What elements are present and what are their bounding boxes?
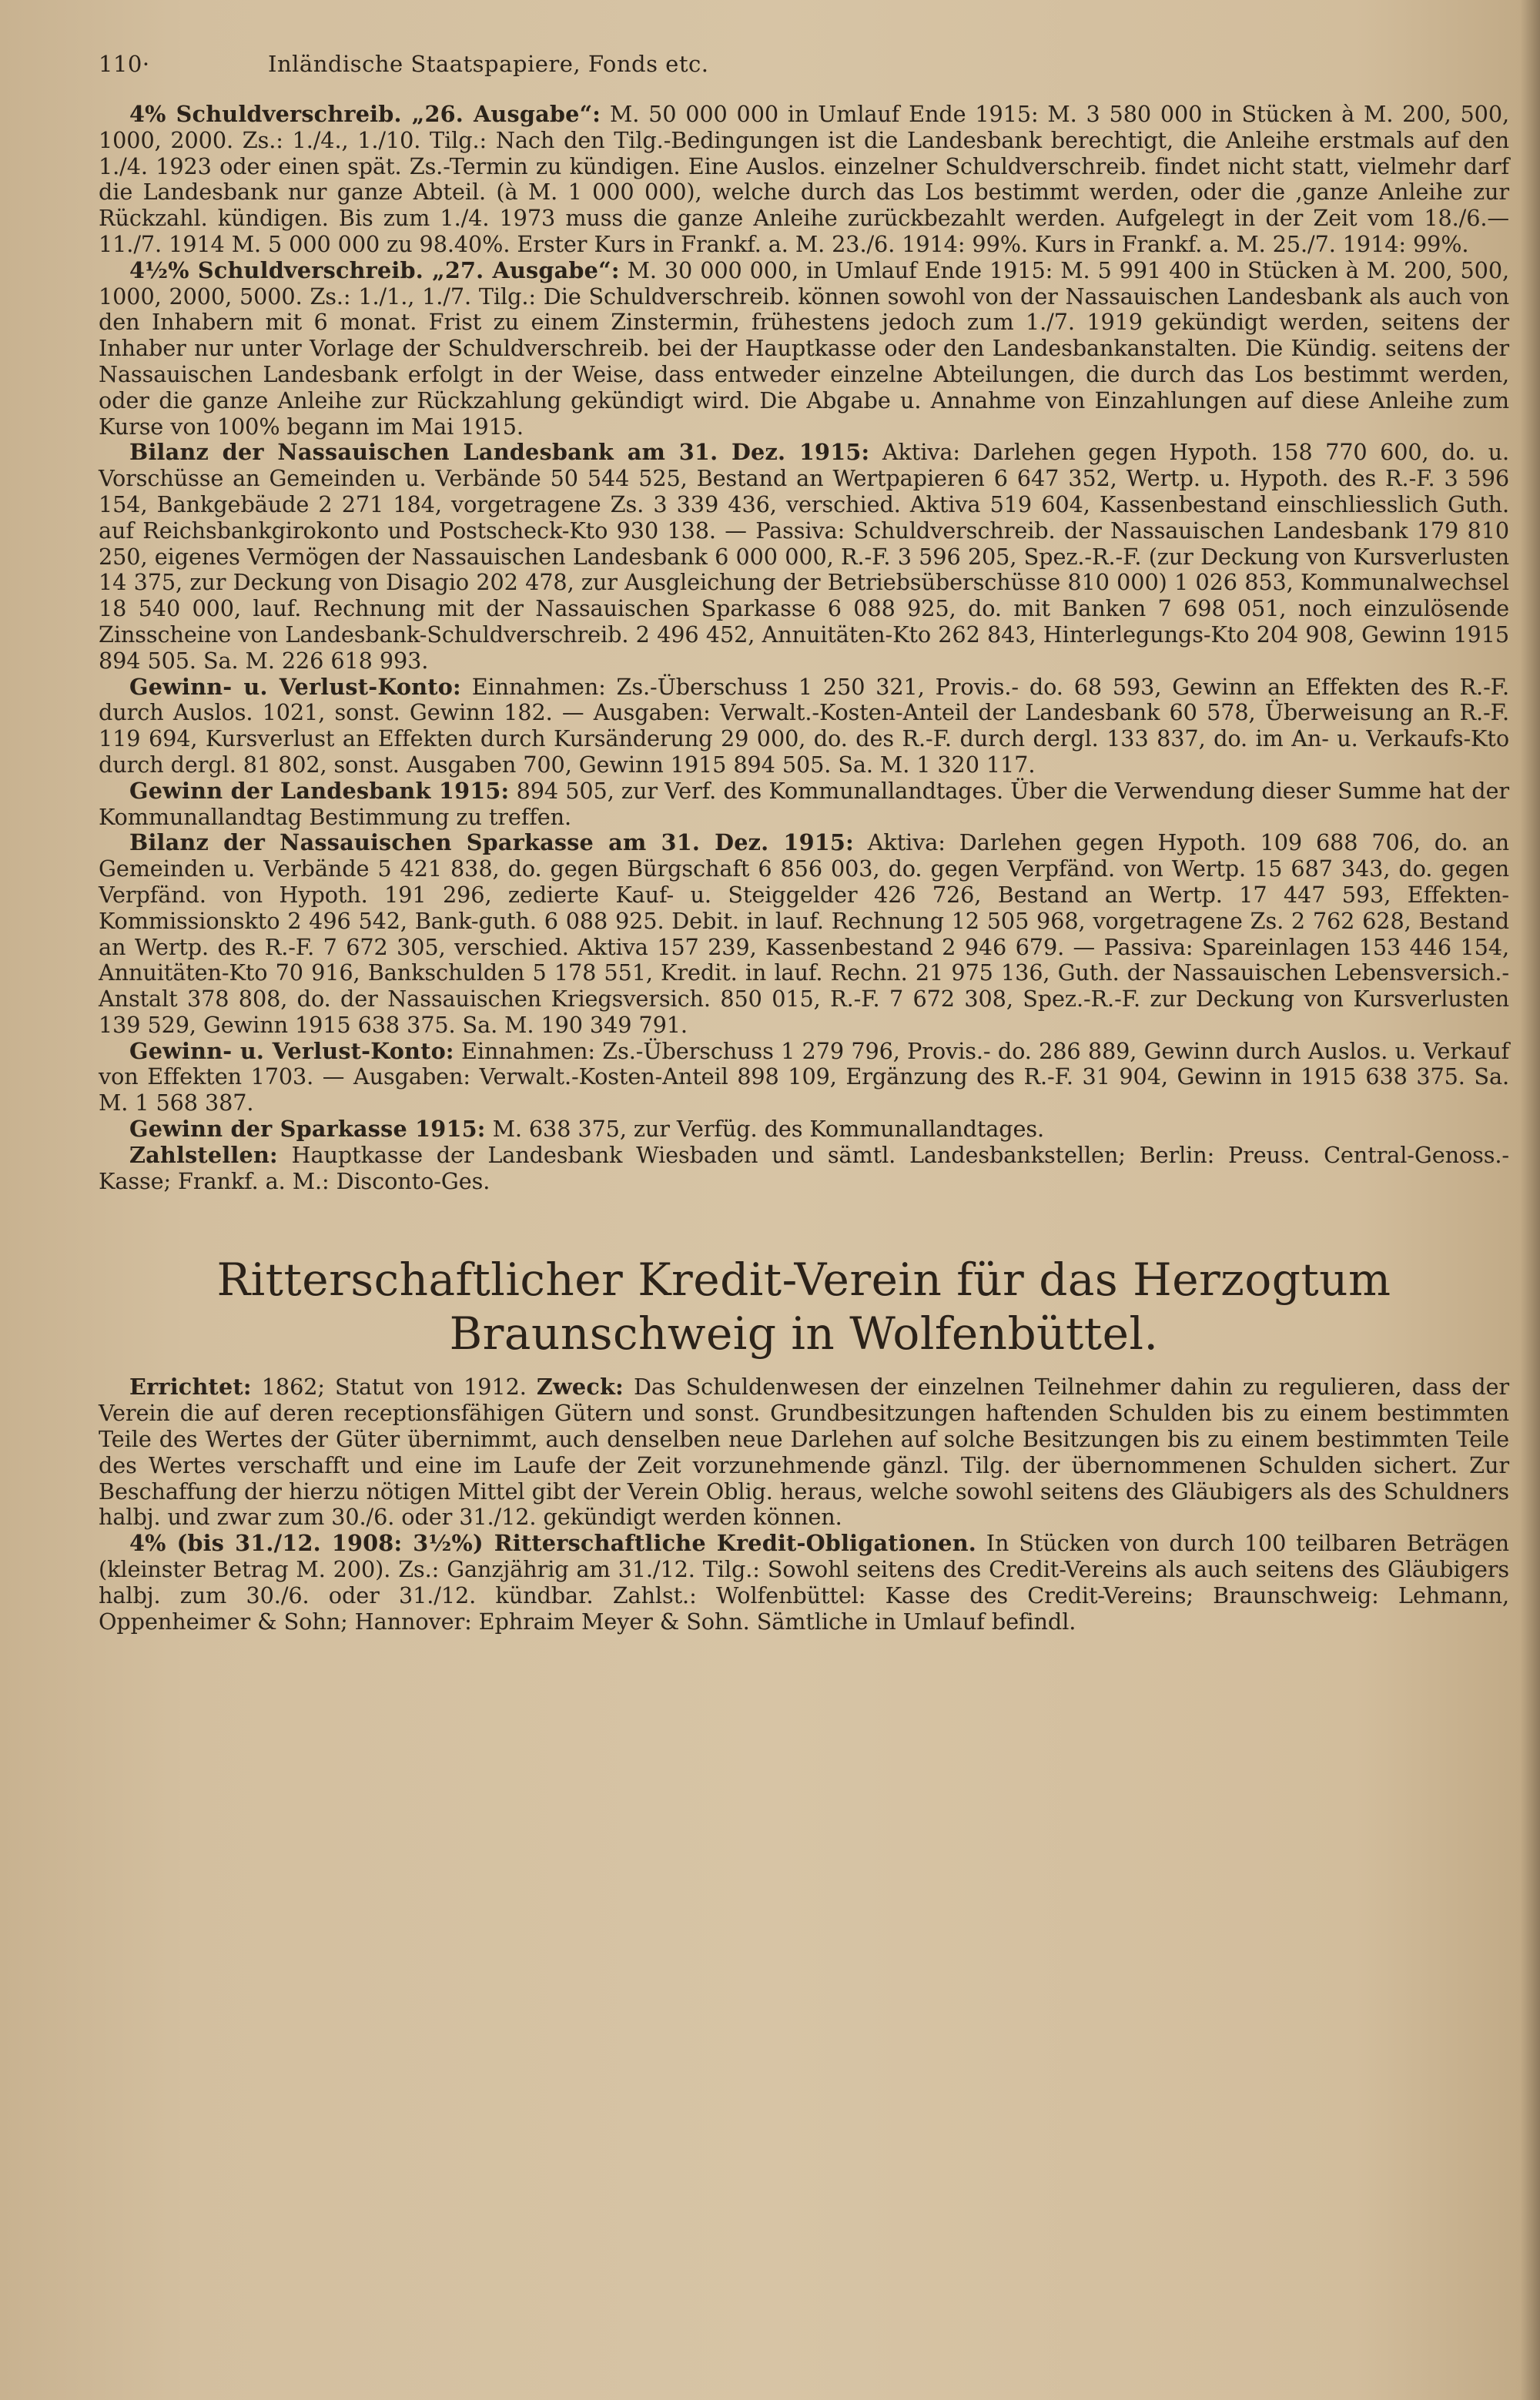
paragraph-bilanz-landesbank (99, 440, 1509, 674)
paragraph-label: 4% (bis 31./12. 1908: 3½%) Ritterschaftliche Kredit-Obligationen. (129, 1530, 976, 1557)
heading-line-1: Ritterschaftlicher Kredit-Verein für das Herzogtum (216, 1254, 1391, 1307)
paragraph-zahlstellen (99, 1143, 1509, 1195)
paragraph-text: M. 50 000 000 in Umlauf Ende 1915: M. 3 580 000 in Stücken à M. 200, 500, 1000, 2000. Zs.: 1./4., 1./10. Tilg.: Nach den Tilg.-Bedingungen ist die Landesbank berechtigt, die Anleihe erstmals auf den 1./4. 1923 oder einen spät. Zs.-Termin zu kündigen. Eine Auslos. einzelner Schuldverschreib. findet nicht statt, vielmehr darf die Landesbank nur ganze Abteil. (à M. 1 000 000), welche durch das Los bestimmt werden, oder die ‚ganze Anleihe zur Rückzahl. kündigen. Bis zum 1./4. 1973 muss die ganze Anleihe zurückbezahlt werden. Aufgelegt in der Zeit vom 18./6.—11./7. 1914 M. 5 000 000 zu 98.40%. Erster Kurs in Frankf. a. M. 23./6. 1914: 99%. Kurs in Frankf. a. M. 25./7. 1914: 99%. (99, 101, 1509, 257)
paragraph-text: Aktiva: Darlehen gegen Hypoth. 109 688 706, do. an Gemeinden u. Verbände 5 421 838, do. gegen Bürgschaft 6 856 003, do. gegen Verpfänd. von Wertp. 15 687 343, do. gegen Verpfänd. von Hypoth. 191 296, zedierte Kauf- u. Steiggelder 426 726, Bestand an Wertp. 17 447 593, Effekten-Kommissionskto 2 496 542, Bank-guth. 6 088 925. Debit. in lauf. Rechnung 12 505 968, vorgetragene Zs. 2 762 628, Bestand an Wertp. des R.-F. 7 672 305, verschied. Aktiva 157 239, Kassenbestand 2 946 679. — Passiva: Spareinlagen 153 446 154, Annuitäten-Kto 70 916, Bankschulden 5 178 551, Kredit. in lauf. Rechn. 21 975 136, Guth. der Nassauischen Lebensversich.-Anstalt 378 808, do. der Nassauischen Kriegsversich. 850 015, R.-F. 7 672 308, Spez.-R.-F. zur Deckung von Kursverlusten 139 529, Gewinn 1915 638 375. Sa. M. 190 349 791. (99, 829, 1509, 1038)
paragraph-text: Hauptkasse der Landesbank Wiesbaden und sämtl. Landesbankstellen; Berlin: Preuss. Central-Genoss.-Kasse; Frankf. a. M.: Disconto-Ges. (99, 1141, 1509, 1194)
paragraph-label: Zahlstellen: (129, 1141, 278, 1168)
paragraph-label: Gewinn- u. Verlust-Konto: (129, 1037, 454, 1064)
paragraph-text: M. 638 375, zur Verfüg. des Kommunallandtages. (485, 1116, 1045, 1143)
paragraph-text: Einnahmen: Zs.-Überschuss 1 250 321, Provis.- do. 68 593, Gewinn an Effekten des R.-F. durch Auslos. 1021, sonst. Gewinn 182. — Ausgaben: Verwalt.-Kosten-Anteil der Landesbank 60 578, Überweisung an R.-F. 119 694, Kursverlust an Effekten durch Kursänderung 29 000, do. des R.-F. durch dergl. 133 837, do. im An- u. Verkaufs-Kto durch dergl. 81 802, sonst. Ausgaben 700, Gewinn 1915 894 505. Sa. M. 1 320 117. (99, 673, 1510, 778)
paragraph-gewinn-verlust-sparkasse (99, 1039, 1509, 1116)
paragraph-label: 4% Schuldverschreib. „26. Ausgabe“: (129, 101, 601, 127)
page-number: 110· (99, 51, 150, 77)
paragraph-label: Gewinn der Sparkasse 1915: (129, 1116, 486, 1143)
paragraph-text: M. 30 000 000, in Umlauf Ende 1915: M. 5 991 400 in Stücken à M. 200, 500, 1000, 2000, 5000. Zs.: 1./1., 1./7. Tilg.: Die Schuldverschreib. können sowohl von der Nassauischen Landesbank als auch von den Inhabern mit 6 monat. Frist zu einem Zinstermin, frühestens jedoch zum 1./7. 1919 gekündigt werden, seitens der Inhaber nur unter Vorlage der Schuldverschreib. bei der Hauptkasse oder den Landesbankanstalten. Die Kündig. seitens der Nassauischen Landesbank erfolgt in der Weise, dass entweder einzelne Abteilungen, die durch das Los bestimmt werden, oder die ganze Anleihe zur Rückzahlung gekündigt wird. Die Abgabe u. Annahme von Einzahlungen auf diese Anleihe zum Kurse von 100% begann im Mai 1915. (99, 256, 1510, 440)
paragraph-label: Gewinn der Landesbank 1915: (129, 777, 510, 804)
paragraph-gewinn-landesbank (99, 778, 1509, 831)
paragraph-label: Bilanz der Nassauischen Sparkasse am 31. Dez. 1915: (129, 829, 854, 856)
section-heading (99, 1253, 1509, 1361)
section-nassauische-landesbank (99, 102, 1509, 1194)
paragraph-label: 4½% Schuldverschreib. „27. Ausgabe“: (129, 256, 620, 283)
paragraph-label: Gewinn- u. Verlust-Konto: (129, 673, 461, 700)
paragraph-gewinn-verlust-landesbank (99, 674, 1509, 778)
paragraph-bilanz-sparkasse (99, 830, 1509, 1038)
page-header (99, 51, 1509, 85)
paragraph-label: Errichtet: (129, 1374, 252, 1401)
paragraph-label-zweck: Zweck: (536, 1374, 624, 1401)
paragraph-text: 894 505, zur Verf. des Kommunallandtages. Über die Verwendung dieser Summe hat der Kommunallandtag Bestimmung zu treffen. (99, 777, 1509, 830)
section-ritterschaftlicher-kredit-verein (99, 1374, 1509, 1635)
paragraph-27-ausgabe (99, 258, 1509, 440)
paragraph-text: 1862; Statut von 1912. (251, 1374, 537, 1401)
paragraph-label: Bilanz der Nassauischen Landesbank am 31. Dez. 1915: (129, 439, 870, 466)
paragraph-text: In Stücken von durch 100 teilbaren Beträgen (kleinster Betrag M. 200). Zs.: Ganzjährig am 31./12. Tilg.: Sowohl seitens des Credit-Vereins als auch seitens des Gläubigers halbj. zum 30./6. oder 31./12. kündbar. Zahlst.: Wolfenbüttel: Kasse des Credit-Vereins; Braunschweig: Lehmann, Oppenheimer & Sohn; Hannover: Ephraim Meyer & Sohn. Sämtliche in Umlauf befindl. (99, 1530, 1509, 1635)
running-title: Inländische Staatspapiere, Fonds etc. (268, 51, 709, 77)
paragraph-text: Einnahmen: Zs.-Überschuss 1 279 796, Provis.- do. 286 889, Gewinn durch Auslos. u. Verkauf von Effekten 1703. — Ausgaben: Verwalt.-Kosten-Anteil 898 109, Ergänzung des R.-F. 31 904, Gewinn in 1915 638 375. Sa. M. 1 568 387. (99, 1037, 1509, 1116)
paragraph-gewinn-sparkasse (99, 1116, 1509, 1143)
heading-line-2: Braunschweig in Wolfenbüttel. (449, 1307, 1159, 1361)
paragraph-26-ausgabe (99, 102, 1509, 258)
paragraph-kredit-obligationen (99, 1531, 1509, 1635)
paragraph-text: Aktiva: Darlehen gegen Hypoth. 158 770 600, do. u. Vorschüsse an Gemeinden u. Verbände 50 544 525, Bestand an Wertpapieren 6 647 352, Wertp. u. Hypoth. des R.-F. 3 596 154, Bankgebäude 2 271 184, vorgetragene Zs. 3 339 436, verschied. Aktiva 519 604, Kassenbestand einschliesslich Guth. auf Reichsbankgirokonto und Postscheck-Kto 930 138. — Passiva: Schuldverschreib. der Nassauischen Landesbank 179 810 250, eigenes Vermögen der Nassauischen Landesbank 6 000 000, R.-F. 3 596 205, Spez.-R.-F. (zur Deckung von Kursverlusten 14 375, zur Deckung von Disagio 202 478, zur Ausgleichung der Betriebsüberschüsse 810 000) 1 026 853, Kommunalwechsel 18 540 000, lauf. Rechnung mit der Nassauischen Sparkasse 6 088 925, do. mit Banken 7 698 051, noch einzulösende Zinsscheine von Landesbank-Schuldverschreib. 2 496 452, Annuitäten-Kto 262 843, Hinterlegungs-Kto 204 908, Gewinn 1915 894 505. Sa. M. 226 618 993. (99, 439, 1509, 674)
page-edge-shadow (1520, 0, 1540, 2400)
paragraph-errichtet-zweck (99, 1374, 1509, 1531)
paragraph-text-zweck: Das Schuldenwesen der einzelnen Teilnehmer dahin zu regulieren, dass der Verein die auf deren receptionsfähigen Gütern und sonst. Grundbesitzungen haftenden Schulden bis zu einem bestimmten Teile des Wertes der Güter übernimmt, auch denselben neue Darlehen auf solche Besitzungen bis zu einem bestimmten Teile des Wertes verschafft und eine im Laufe der Zeit vorzunehmende gänzl. Tilg. der übernommenen Schulden sichert. Zur Beschaffung der hierzu nötigen Mittel gibt der Verein Oblig. heraus, welche sowohl seitens des Gläubigers als des Schuldners halbj. und zwar zum 30./6. oder 31./12. gekündigt werden können. (99, 1374, 1509, 1531)
